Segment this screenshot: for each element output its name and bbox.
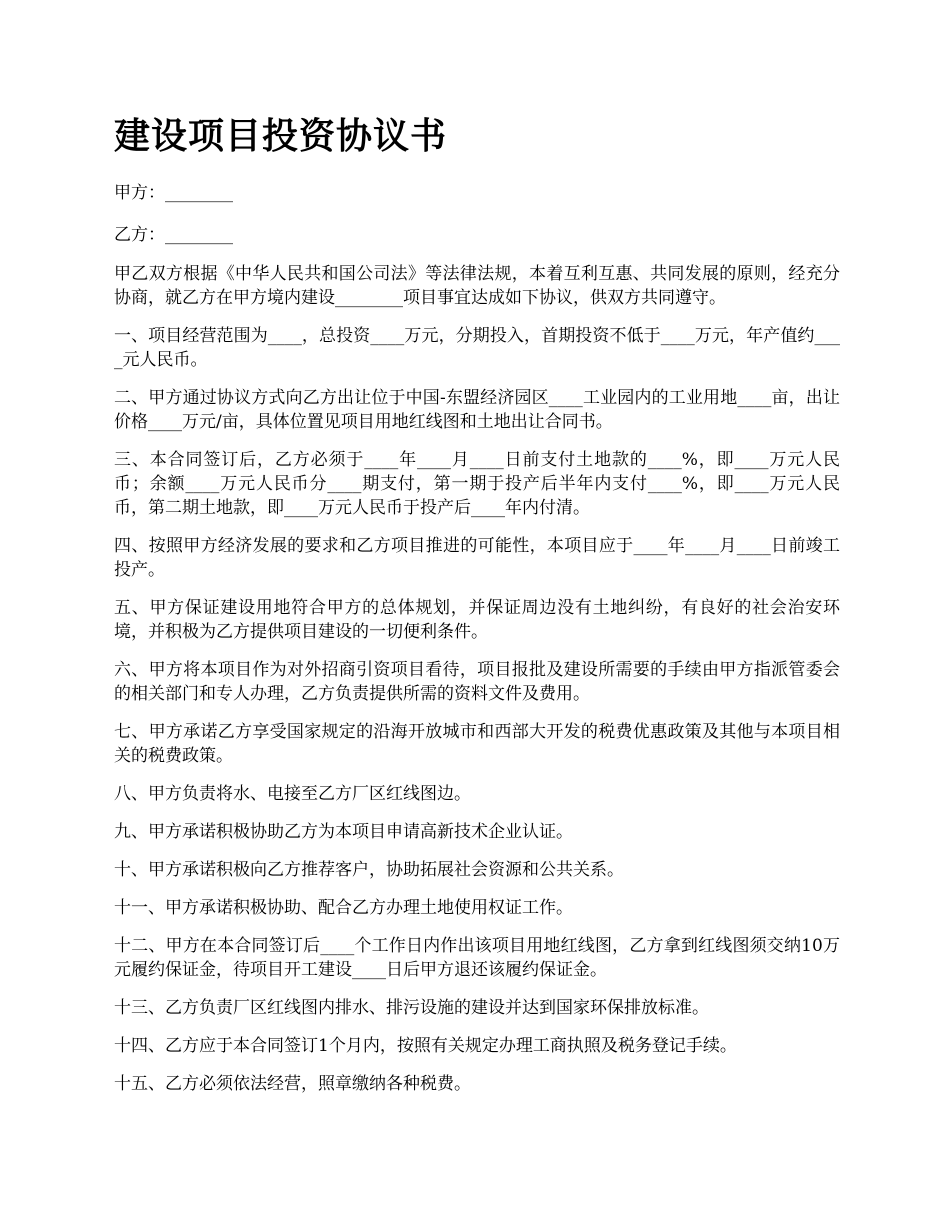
clause-10: 十、甲方承诺积极向乙方推荐客户，协助拓展社会资源和公共关系。 <box>114 860 624 880</box>
party-a-line: 甲方：________ <box>114 183 233 203</box>
clause-15: 十五、乙方必须依法经营，照章缴纳各种税费。 <box>114 1074 471 1094</box>
clause-14: 十四、乙方应于本合同签订1个月内，按照有关规定办理工商执照及税务登记手续。 <box>114 1036 737 1056</box>
clause-7: 七、甲方承诺乙方享受国家规定的沿海开放城市和西部大开发的税费优惠政策及其他与本项目相关的税费政策。 <box>114 722 840 766</box>
clause-12: 十二、甲方在本合同签订后____个工作日内作出该项目用地红线图，乙方拿到红线图须交纳10万元履约保证金，待项目开工建设____日后甲方退还该履约保证金。 <box>114 936 840 980</box>
clause-8: 八、甲方负责将水、电接至乙方厂区红线图边。 <box>114 784 471 804</box>
document-title: 建设项目投资协议书 <box>114 115 448 157</box>
clause-2: 二、甲方通过协议方式向乙方出让位于中国-东盟经济园区____工业园内的工业用地____亩，出让价格____万元/亩，具体位置见项目用地红线图和土地出让合同书。 <box>114 388 840 432</box>
party-b-line: 乙方：________ <box>114 225 233 245</box>
clause-4: 四、按照甲方经济发展的要求和乙方项目推进的可能性，本项目应于____年____月____日前竣工投产。 <box>114 536 840 580</box>
clause-11: 十一、甲方承诺积极协助、配合乙方办理土地使用权证工作。 <box>114 898 573 918</box>
clause-9: 九、甲方承诺积极协助乙方为本项目申请高新技术企业认证。 <box>114 822 573 842</box>
clause-1: 一、项目经营范围为____，总投资____万元，分期投入，首期投资不低于____万元，年产值约____元人民币。 <box>114 326 840 370</box>
clause-5: 五、甲方保证建设用地符合甲方的总体规划，并保证周边没有土地纠纷，有良好的社会治安环境，并积极为乙方提供项目建设的一切便利条件。 <box>114 598 840 642</box>
clause-13: 十三、乙方负责厂区红线图内排水、排污设施的建设并达到国家环保排放标准。 <box>114 998 709 1018</box>
preamble-paragraph: 甲乙双方根据《中华人民共和国公司法》等法律法规，本着互利互惠、共同发展的原则，经充分协商，就乙方在甲方境内建设________项目事宜达成如下协议，供双方共同遵守。 <box>114 264 840 308</box>
agreement-body <box>114 262 840 1110</box>
clause-3: 三、本合同签订后，乙方必须于____年____月____日前支付土地款的____%，即____万元人民币；余额____万元人民币分____期支付，第一期于投产后半年内支付____%，即____万元人民币，第二期土地款，即____万元人民币于投产后____年内付清。 <box>114 450 840 518</box>
clause-6: 六、甲方将本项目作为对外招商引资项目看待，项目报批及建设所需要的手续由甲方指派管委会的相关部门和专人办理，乙方负责提供所需的资料文件及费用。 <box>114 660 840 704</box>
